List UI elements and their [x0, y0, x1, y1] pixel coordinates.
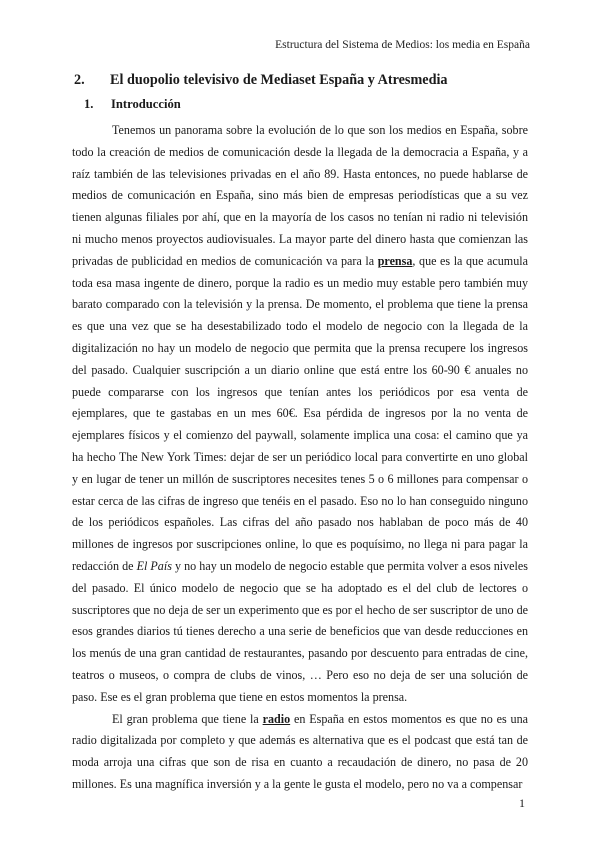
running-header: Estructura del Sistema de Medios: los media en España: [275, 39, 530, 51]
section-number: 2.: [74, 72, 85, 88]
page-number: 1: [519, 796, 525, 810]
keyword-prensa: prensa: [377, 253, 413, 268]
subsection-number: 1.: [84, 97, 94, 111]
paragraph-text: y no hay un modelo de negocio estable que permita volver a esos niveles del pasado. El único modelo de negocio que se ha adoptado es el del club de lectores o suscriptores que no deja de ser un experimento que es por el hecho de ser suscriptor de uno de esos grandes diarios tú tienes derecho a una serie de beneficios que van desde reducciones en los menús de una gran cantidad de restaurantes, pasando por descuento para entradas de cine, teatros o museos, o compra de clubs de vinos, … Pero eso no deja de ser una solución de paso. Ese es el gran problema que tiene en estos momentos la prensa.: [72, 558, 528, 704]
paragraph-prensa: [72, 120, 528, 709]
paragraph-text: Tenemos un panorama sobre la evolución de lo que son los medios en España, sobre todo la creación de medios de comunicación desde la llegada de la democracia a España, y a raíz también de las televisiones privadas en el año 89. Hasta entonces, no puede hablarse de medios de comunicación en España, sino más bien de empresas periodísticas que a su vez tienen algunas filiales por ahí, que en la mayoría de los casos no tenían ni radio ni televisión ni mucho menos proyectos audiovisuales. La mayor parte del dinero hasta que comienzan las privadas de publicidad en medios de comunicación va para la: [72, 123, 528, 268]
paragraph-text: , que es la que acumula toda esa masa ingente de dinero, porque la radio es un medio muy estable pero también muy barato comparado con la televisión y la prensa. De momento, el problema que tiene la prensa es que una vez que se ha desestabilizado todo el modelo de negocio con la llegada de la digitalización no hay un modelo de negocio que permita que la prensa recupere los ingresos del pasado. Cualquier suscripción a un diario online que está entre los 60-90 € anuales no puede compararse con los ingresos que tenían antes los periódicos por esa venta de ejemplares, que te gastabas en un mes 60€. Esa pérdida de ingresos por la no venta de ejemplares físicos y el comienzo del paywall, solamente implica una cosa: el camino que ya ha hecho The New York Times: dejar de ser un periódico local para convertirte en uno global y en lugar de tener un millón de suscriptores necesites tenes 5 o 6 millones para compensar o estar cerca de las cifras de ingreso que tenéis en el pasado. Eso no lo han conseguido ninguno de los periódicos españoles. Las cifras del año pasado nos hablaban de poco más de 40 millones de ingresos por suscripciones online, lo que es poquísimo, no llega ni para pagar la redacción de: [72, 253, 528, 573]
subsection-heading: [84, 97, 524, 112]
subsection-title: Introducción: [111, 97, 181, 111]
paragraph-text: en España en estos momentos es que no es una radio digitalizada por completo y que además es alternativa que es el podcast que está tan de moda arroja una cifras que son de risa en cuanto a recaudación de dinero, no pasa de 20 millones. Es una magnífica inversión y a la gente le gusta el modelo, pero no va a compensar: [72, 711, 528, 791]
keyword-radio: radio: [262, 711, 291, 726]
newspaper-title: El País: [136, 558, 172, 573]
body-text: [72, 120, 528, 796]
section-heading: [74, 72, 534, 89]
section-title: El duopolio televisivo de Mediaset España y Atresmedia: [110, 72, 448, 88]
paragraph-radio: [72, 709, 528, 796]
paragraph-text: El gran problema que tiene la: [112, 711, 263, 726]
